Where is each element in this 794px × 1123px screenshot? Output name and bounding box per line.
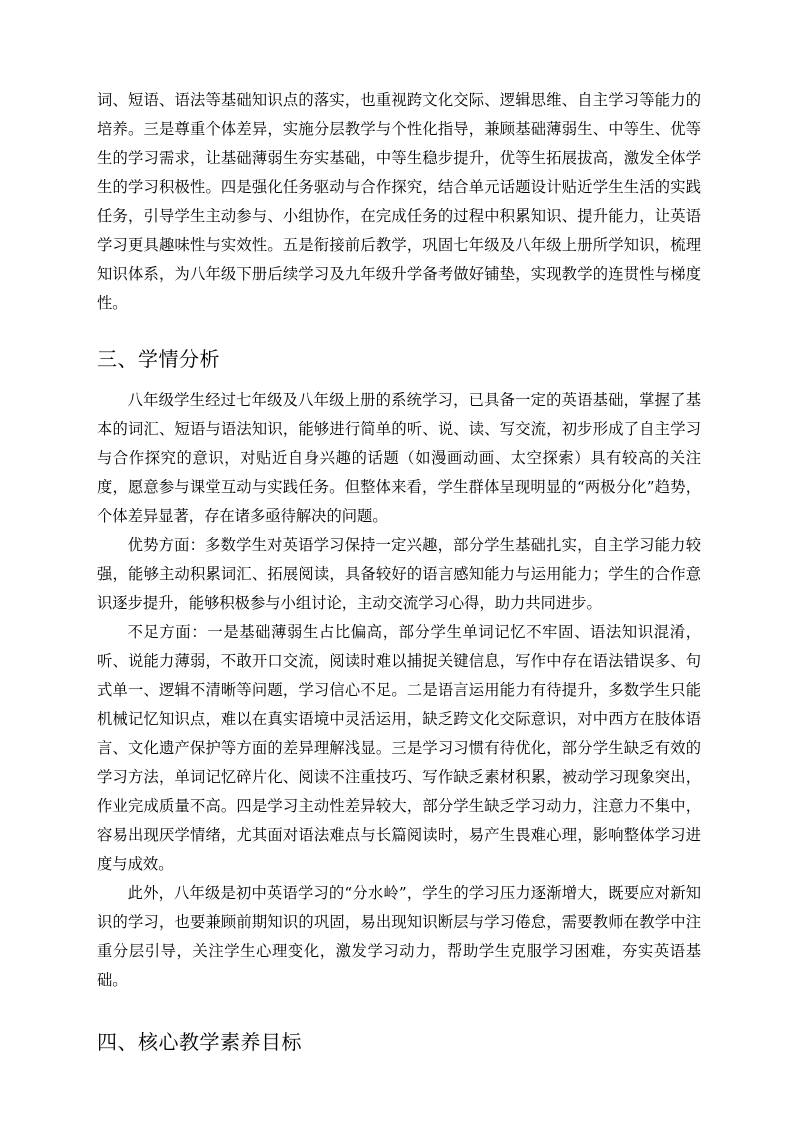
section-heading-learning-analysis: 三、学情分析 xyxy=(97,347,220,371)
learning-analysis-weaknesses-paragraph: 不足方面：一是基础薄弱生占比偏高，部分学生单词记忆不牢固、语法知识混淆，听、说能力薄弱，不敢开口交流，阅读时难以捕捉关键信息，写作中存在语法错误多、句式单一、逻辑不清晰等问题，学习信心不足。二是语言运用能力有待提升，多数学生只能机械记忆知识点，难以在真实语境中灵活运用，缺乏跨文化交际意识，对中西方在肢体语言、文化遗产保护等方面的差异理解浅显。三是学习习惯有待优化，部分学生缺乏有效的学习方法，单词记忆碎片化、阅读不注重技巧、写作缺乏素材积累，被动学习现象突出，作业完成质量不高。四是学习主动性差异较大，部分学生缺乏学习动力，注意力不集中，容易出现厌学情绪，尤其面对语法难点与长篇阅读时，易产生畏难心理，影响整体学习进度与成效。 xyxy=(97,623,701,873)
intro-continuation-paragraph: 词、短语、语法等基础知识点的落实，也重视跨文化交际、逻辑思维、自主学习等能力的培养。三是尊重个体差异，实施分层教学与个性化指导，兼顾基础薄弱生、中等生、优等生的学习需求，让基础薄弱生夯实基础，中等生稳步提升，优等生拓展拔高，激发全体学生的学习积极性。四是强化任务驱动与合作探究，结合单元话题设计贴近学生生活的实践任务，引导学生主动参与、小组协作，在完成任务的过程中积累知识、提升能力，让英语学习更具趣味性与实效性。五是衔接前后教学，巩固七年级及八年级上册所学知识，梳理知识体系，为八年级下册后续学习及九年级升学备考做好铺垫，实现教学的连贯性与梯度性。 xyxy=(97,91,701,312)
document-body xyxy=(97,86,701,1056)
learning-analysis-strengths-paragraph: 优势方面：多数学生对英语学习保持一定兴趣，部分学生基础扎实，自主学习能力较强，能够主动积累词汇、拓展阅读，具备较好的语言感知能力与运用能力；学生的合作意识逐步提升，能够积极参与小组讨论，主动交流学习心得，助力共同进步。 xyxy=(97,536,701,612)
learning-analysis-additional-paragraph: 此外，八年级是初中英语学习的“分水岭”，学生的学习压力逐渐增大，既要应对新知识的学习，也要兼顾前期知识的巩固，易出现知识断层与学习倦怠，需要教师在教学中注重分层引导，关注学生心理变化，激发学习动力，帮助学生克服学习困难，夯实英语基础。 xyxy=(97,884,701,989)
learning-analysis-overview-paragraph: 八年级学生经过七年级及八年级上册的系统学习，已具备一定的英语基础，掌握了基本的词汇、短语与语法知识，能够进行简单的听、说、读、写交流，初步形成了自主学习与合作探究的意识，对贴近自身兴趣的话题（如漫画动画、太空探索）具有较高的关注度，愿意参与课堂互动与实践任务。但整体来看，学生群体呈现明显的“两极分化”趋势，个体差异显著，存在诸多亟待解决的问题。 xyxy=(97,391,701,525)
section-heading-core-literacy-goals: 四、核心教学素养目标 xyxy=(97,1030,302,1054)
